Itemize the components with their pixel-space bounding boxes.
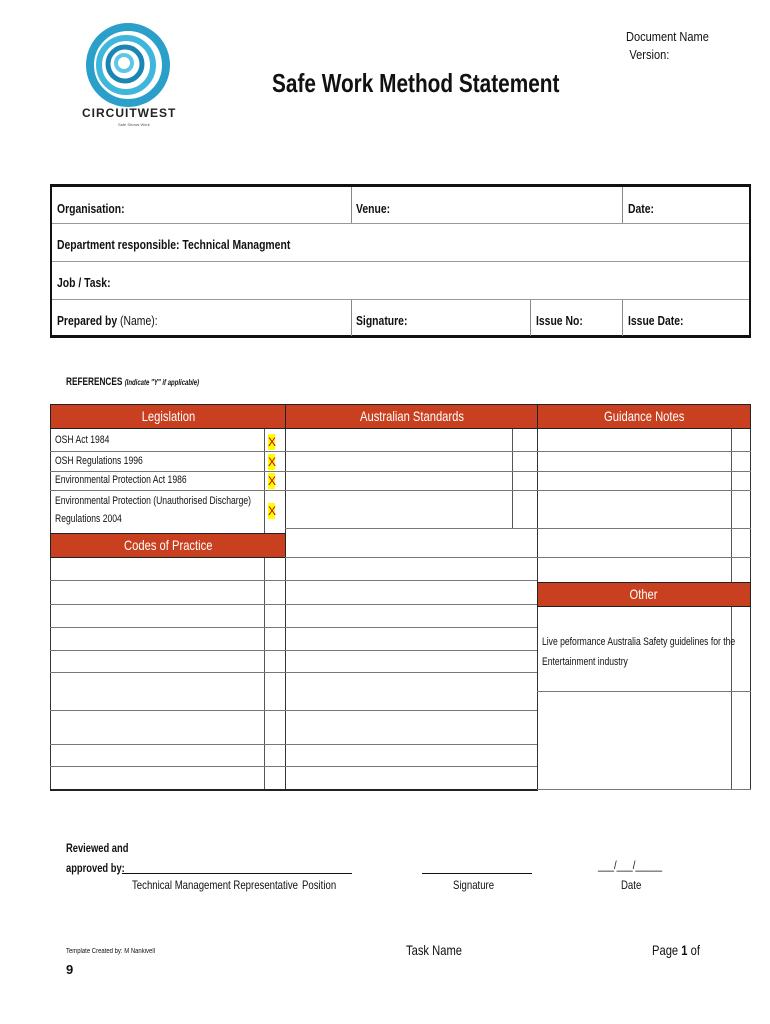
legislation-check[interactable]: X <box>268 504 277 518</box>
prepared-by-label: Prepared by <box>57 313 118 328</box>
document-meta <box>626 28 709 64</box>
signature-label: Signature <box>453 878 495 892</box>
department-field[interactable]: Department responsible: Technical Managment <box>57 237 291 252</box>
header-row-3 <box>52 262 749 300</box>
issue-no-field[interactable]: Issue No: <box>536 313 583 328</box>
logo-tagline: Safe Shows Work <box>118 122 150 127</box>
page-indicator <box>652 942 700 958</box>
references-label: REFERENCES <box>66 376 123 388</box>
version-label: Version: <box>629 47 670 62</box>
rep-label: Technical Management Representative <box>132 878 298 892</box>
approver-line[interactable] <box>122 872 352 874</box>
position-label: Position <box>302 878 337 892</box>
legislation-check[interactable]: X <box>268 474 277 488</box>
legislation-check[interactable]: X <box>268 435 277 449</box>
prepared-by-field[interactable] <box>57 313 158 328</box>
legislation-item: OSH Act 1984 <box>55 434 110 446</box>
page-number: 1 <box>681 942 688 958</box>
other-item-cont: Entertainment industry <box>542 656 628 668</box>
issue-date-field[interactable]: Issue Date: <box>628 313 684 328</box>
template-credit: Template Created by: M Nankivell <box>66 948 155 955</box>
guidance-header: Guidance Notes <box>537 404 751 429</box>
date-blank[interactable]: ___/___/_____ <box>598 858 663 872</box>
task-name: Task Name <box>406 942 463 958</box>
review-label <box>66 838 128 878</box>
venue-field[interactable]: Venue: <box>356 201 391 216</box>
logo-name: CIRCUITWEST <box>82 106 177 120</box>
other-item: Live peformance Australia Safety guidelines for the <box>542 636 736 648</box>
references-hint: (Indicate "Y" if applicable) <box>124 378 200 387</box>
total-pages: 9 <box>66 962 74 977</box>
legislation-check[interactable]: X <box>268 455 277 469</box>
date-field[interactable]: Date: <box>628 201 655 216</box>
job-task-field[interactable]: Job / Task: <box>57 275 111 290</box>
legislation-item: Environmental Protection Act 1986 <box>55 474 187 486</box>
header-table <box>50 184 751 338</box>
standards-header: Australian Standards <box>285 404 538 429</box>
legislation-item-cont: Regulations 2004 <box>55 513 122 525</box>
document-title: Safe Work Method Statement <box>272 68 560 98</box>
legislation-item: OSH Regulations 1996 <box>55 455 143 467</box>
reviewed-and-label: Reviewed and <box>66 841 129 855</box>
references-title <box>66 376 199 388</box>
page-of: of <box>687 942 700 958</box>
date-label: Date <box>621 878 642 892</box>
codes-of-practice-header: Codes of Practice <box>50 533 286 558</box>
organisation-field[interactable]: Organisation: <box>57 201 125 216</box>
legislation-item: Environmental Protection (Unauthorised Discharge) <box>55 495 252 507</box>
prepared-name-label: (Name): <box>120 313 158 328</box>
signature-field[interactable]: Signature: <box>356 313 408 328</box>
page-prefix: Page <box>652 942 682 958</box>
document-name-label: Document Name <box>626 29 709 44</box>
approved-by-label: approved by: <box>66 861 125 875</box>
other-header: Other <box>537 582 751 607</box>
legislation-header: Legislation <box>50 404 286 429</box>
signature-line[interactable] <box>422 872 532 874</box>
